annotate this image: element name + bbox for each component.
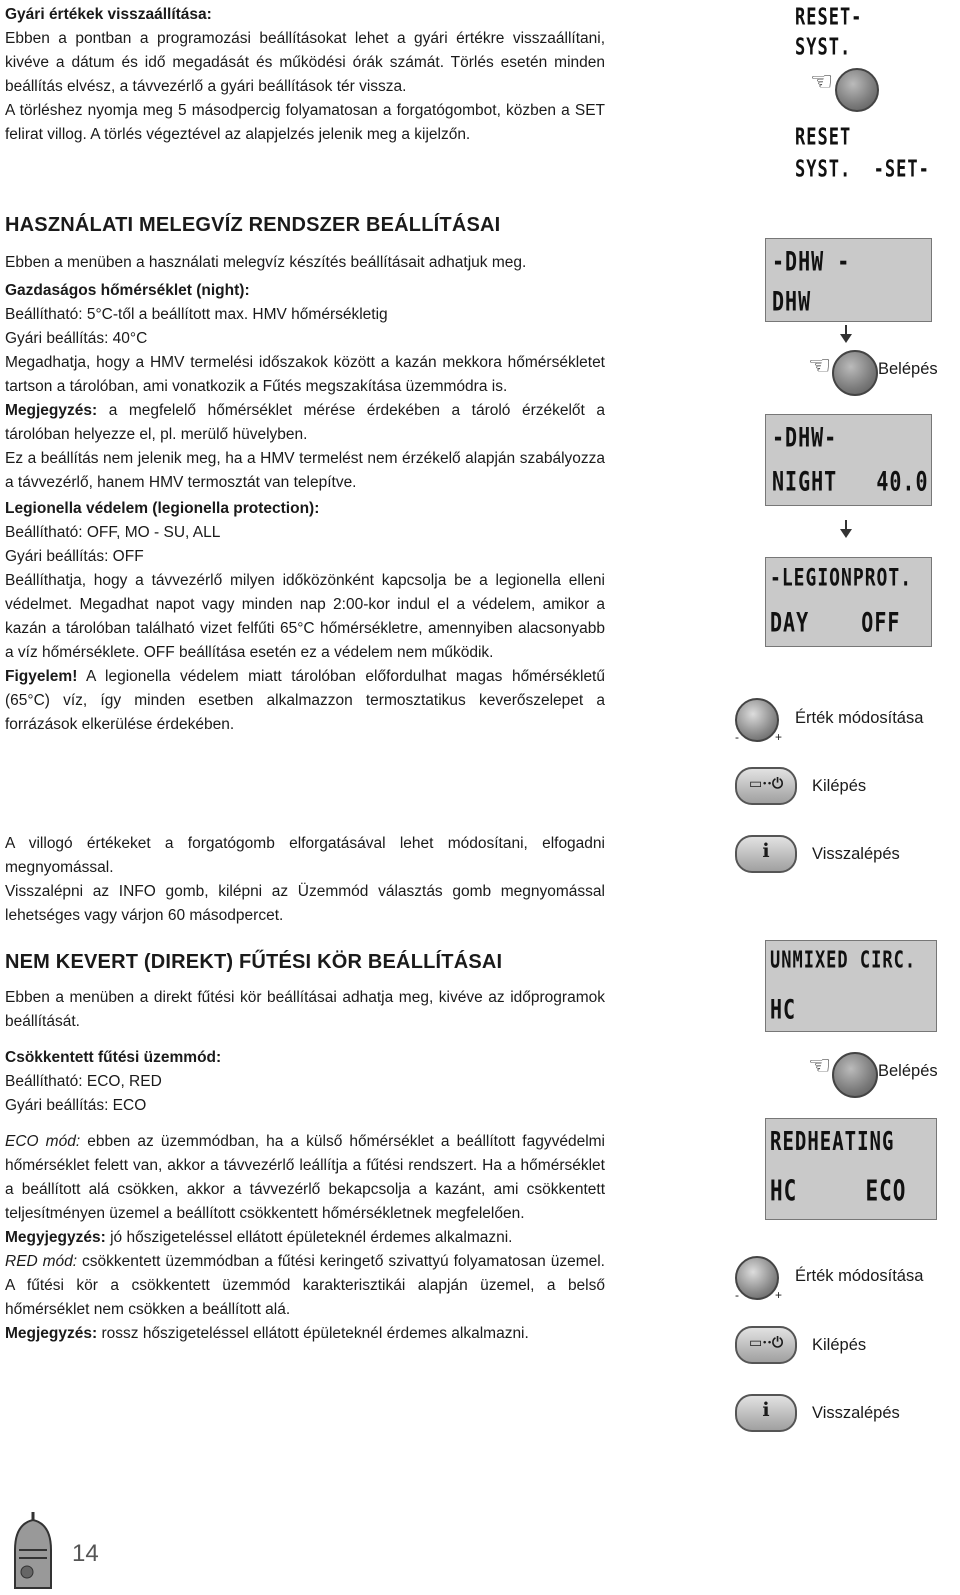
section-title: Gyári értékek visszaállítása: bbox=[5, 6, 212, 23]
mode-button[interactable] bbox=[735, 767, 797, 805]
paragraph: Ebben a menüben a direkt fűtési kör beállításai adhatja meg, kivéve az időprogramok beállítását. bbox=[5, 989, 605, 1030]
modify-value-label: Érték módosítása bbox=[795, 709, 924, 727]
setting-title: Gazdaságos hőmérséklet (night): bbox=[5, 282, 250, 299]
note-text: rossz hőszigeteléssel ellátott épületeknél érdemes alkalmazni. bbox=[97, 1325, 529, 1342]
eco-text: ebben az üzemmódban, ha a külső hőmérséklet a beállított fagyvédelmi hőmérséklet felett van, akkor a távvezérlő leállítja a fűtési rendszert. Ha a hőmérséklet a beállított alá csökken, akkor a távvezérlő bekapcsolja a kazánt, ami csökkentett teljesítményen üzemel a beállított csökkentett hőmérsékletnek megfelelően. bbox=[5, 1133, 605, 1222]
dhw-lcd-2 bbox=[765, 414, 932, 506]
section-heading: HASZNÁLATI MELEGVÍZ RENDSZER BEÁLLÍTÁSAI bbox=[5, 214, 501, 236]
paragraph: Visszalépni az INFO gomb, kilépni az Üzemmód választás gomb megnyomással lehetséges vagy várjon 60 másodpercet. bbox=[5, 883, 605, 924]
knight-helmet-icon bbox=[5, 1510, 60, 1590]
lcd-line: UNMIXED CIRC. bbox=[770, 947, 917, 974]
paragraph: Ebben a menüben a használati melegvíz készítés beállításait adhatjuk meg. bbox=[5, 254, 527, 271]
plus-mark: + bbox=[775, 730, 783, 744]
minus-mark: - bbox=[735, 730, 739, 744]
lcd-line: RESET- bbox=[795, 4, 863, 31]
note-paragraph bbox=[5, 1226, 605, 1250]
dhw-lcd-1 bbox=[765, 238, 932, 322]
power-icon: ▭··⏻ bbox=[748, 1335, 784, 1351]
rotary-dial-icon[interactable] bbox=[735, 1256, 783, 1302]
eco-paragraph bbox=[5, 1130, 605, 1226]
setting-title: Csökkentett fűtési üzemmód: bbox=[5, 1049, 222, 1066]
note-text: jó hőszigeteléssel ellátott épületeknél érdemes alkalmazni. bbox=[105, 1229, 513, 1246]
paragraph: Ez a beállítás nem jelenik meg, ha a HMV termelést nem érzékelő alapján szabályozza a távvezérlő, hanem HMV termosztát van telepítve. bbox=[5, 450, 605, 491]
page-number: 14 bbox=[72, 1540, 99, 1567]
reset-display-1 bbox=[795, 4, 915, 64]
lcd-line: -DHW - bbox=[772, 245, 851, 278]
back-label: Visszalépés bbox=[812, 845, 900, 863]
hand-press-icon: ☜ bbox=[808, 350, 832, 380]
info-button[interactable] bbox=[735, 1394, 797, 1432]
info-icon: i bbox=[762, 1399, 770, 1421]
flow-arrow bbox=[845, 325, 847, 341]
back-label: Visszalépés bbox=[812, 1404, 900, 1422]
lcd-line: -DHW- bbox=[772, 421, 838, 454]
rotary-knob-icon[interactable] bbox=[835, 68, 879, 112]
flow-arrow bbox=[845, 520, 847, 536]
lcd-line: RESET bbox=[795, 124, 852, 151]
lcd-line: HC bbox=[770, 993, 797, 1026]
enter-label: Belépés bbox=[878, 360, 938, 378]
info-button[interactable] bbox=[735, 835, 797, 873]
hand-press-icon: ☜ bbox=[808, 1050, 832, 1080]
exit-label: Kilépés bbox=[812, 1336, 867, 1354]
enter-label: Belépés bbox=[878, 1062, 938, 1080]
setting-range: Beállítható: OFF, MO - SU, ALL bbox=[5, 524, 221, 541]
lcd-line: SYST. bbox=[795, 34, 852, 61]
lcd-line: HC ECO bbox=[770, 1175, 907, 1208]
info-icon: i bbox=[762, 840, 770, 862]
paragraph: A törléshez nyomja meg 5 másodpercig folyamatosan a forgatógombot, közben a SET felirat villog. A törlés végeztével az alapjelzés jelenik meg a kijelzőn. bbox=[5, 102, 605, 143]
rotary-dial-icon[interactable] bbox=[735, 698, 783, 744]
blink-help bbox=[5, 832, 605, 928]
paragraph: Ebben a pontban a programozási beállításokat lehet a gyári értékre visszaállítani, kivéve a dátum és idő megadását és működési órák számát. Törlés esetén minden beállítás elvész, a távvezérlő a gyári beállítások tér vissza. bbox=[5, 30, 605, 95]
plus-mark: + bbox=[775, 1288, 783, 1302]
lcd-line: SYST. -SET- bbox=[795, 156, 930, 183]
setting-title: Legionella védelem (legionella protection): bbox=[5, 500, 320, 517]
red-text: csökkentett üzemmódban a fűtési keringető szivattyú folyamatosan üzemel. A fűtési kör a csökkentett üzemmód karakterisztikái alapján üzemel, a belső hőmérséklet nem csökken a beállított alá. bbox=[5, 1253, 605, 1318]
minus-mark: - bbox=[735, 1288, 739, 1302]
note-label: Megjegyzés: bbox=[5, 402, 98, 419]
warning-text: A legionella védelem miatt tárolóban előfordulhat magas hőmérsékletű (65°C) víz, így minden esetben alkalmazzon termosztatikus keverőszelepet a forrázások elkerülése érdekében. bbox=[5, 668, 605, 733]
note-paragraph bbox=[5, 1322, 605, 1346]
hc-lcd-2 bbox=[765, 1118, 937, 1220]
setting-default: Gyári beállítás: OFF bbox=[5, 548, 144, 565]
power-icon: ▭··⏻ bbox=[748, 776, 784, 792]
lcd-line: DHW bbox=[772, 285, 812, 318]
hc-lcd-1 bbox=[765, 940, 937, 1032]
paragraph: Beállíthatja, hogy a távvezérlő milyen időközönként kapcsolja be a legionella elleni védelmet. Megadhat napot vagy minden nap 2:00-kor indul el a védelem, amikor a kazán a tárolóban található vizet felfűti 65°C hőmérsékletre, amennyiben alacsonyabb a víz hőmérséklete. OFF beállítása esetén ez a védelem nem működik. bbox=[5, 572, 605, 661]
setting-range: Beállítható: ECO, RED bbox=[5, 1073, 162, 1090]
paragraph: A villogó értékeket a forgatógomb elforgatásával lehet módosítani, elfogadni megnyomással. bbox=[5, 835, 605, 876]
note-paragraph bbox=[5, 399, 605, 447]
exit-label: Kilépés bbox=[812, 777, 867, 795]
red-label: RED mód: bbox=[5, 1253, 78, 1270]
note-label: Megyjegyzés: bbox=[5, 1229, 106, 1246]
red-paragraph bbox=[5, 1250, 605, 1322]
hand-press-icon: ☜ bbox=[810, 66, 834, 96]
lcd-line: REDHEATING bbox=[770, 1127, 895, 1157]
warning-paragraph bbox=[5, 665, 605, 737]
setting-default: Gyári beállítás: ECO bbox=[5, 1097, 147, 1114]
reset-display-2 bbox=[795, 124, 930, 184]
note-label: Megjegyzés: bbox=[5, 1325, 98, 1342]
hc-section bbox=[5, 950, 605, 1346]
setting-default: Gyári beállítás: 40°C bbox=[5, 330, 148, 347]
factory-reset-section bbox=[5, 3, 605, 147]
lcd-line: NIGHT 40.0 bbox=[772, 465, 929, 498]
section-heading: NEM KEVERT (DIREKT) FŰTÉSI KÖR BEÁLLÍTÁSAI bbox=[5, 951, 503, 973]
dhw-section bbox=[5, 213, 605, 737]
mode-button[interactable] bbox=[735, 1326, 797, 1364]
lcd-line: -LEGIONPROT. bbox=[770, 564, 913, 593]
warning-label: Figyelem! bbox=[5, 668, 78, 685]
modify-value-label: Érték módosítása bbox=[795, 1267, 924, 1285]
note-text: a megfelelő hőmérséklet mérése érdekében a tároló érzékelőt a tárolóban helyezze el, pl. merülő hüvelyben. bbox=[5, 402, 605, 443]
legionella-lcd bbox=[765, 557, 932, 647]
paragraph: Megadhatja, hogy a HMV termelési időszakok között a kazán mekkora hőmérsékletet tartson a tárolóban, ami vonatkozik a Fűtés megszakítása üzemmódra is. bbox=[5, 354, 605, 395]
rotary-knob-icon[interactable] bbox=[832, 1052, 878, 1098]
setting-range: Beállítható: 5°C-től a beállított max. HMV hőmérsékletig bbox=[5, 306, 388, 323]
eco-label: ECO mód: bbox=[5, 1133, 81, 1150]
lcd-line: DAY OFF bbox=[770, 606, 901, 639]
rotary-knob-icon[interactable] bbox=[832, 350, 878, 396]
